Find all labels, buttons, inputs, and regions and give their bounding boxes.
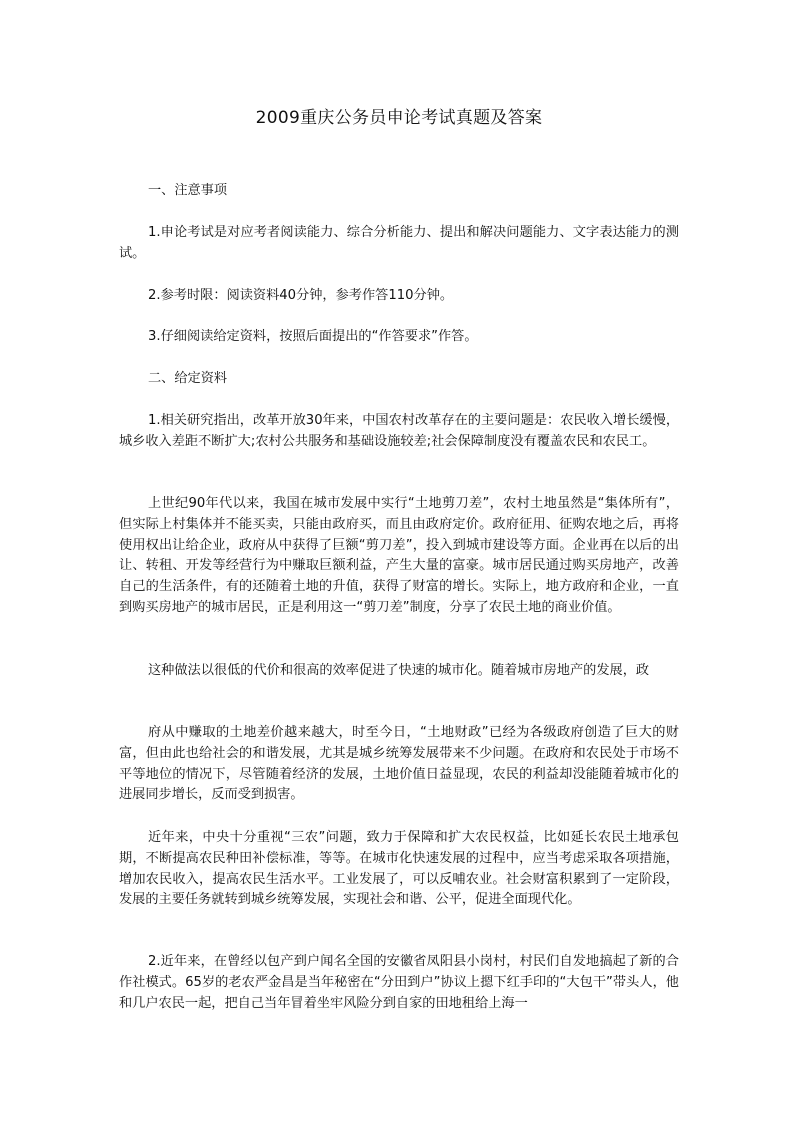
instruction-paragraph: 2.参考时限：阅读资料40分钟，参考作答110分钟。	[148, 288, 454, 303]
instruction-paragraph: 3.仔细阅读给定资料，按照后面提出的“作答要求”作答。	[148, 329, 478, 344]
material-paragraph: 近年来，中央十分重视“三农”问题，致力于保障和扩大农民权益，比如延长农民土地承包期，不断提高农民种田补偿标准，等等。在城市化快速发展的过程中，应当考虑采取各项措施，增加农民收入，提高农民生活水平。工业发展了，可以反哺农业。社会财富积累到了一定阶段，发展的主要任务就转到城乡统筹发展，实现社会和谐、公平，促进全面现代化。	[119, 830, 679, 908]
instruction-paragraph: 1.申论考试是对应考者阅读能力、综合分析能力、提出和解决问题能力、文字表达能力的测试。	[119, 225, 679, 261]
material-paragraph: 这种做法以很低的代价和很高的效率促进了快速的城市化。随着城市房地产的发展，政	[148, 663, 650, 678]
document-title: 2009重庆公务员申论考试真题及答案	[255, 108, 543, 128]
material-paragraph: 上世纪90年代以来，我国在城市发展中实行“土地剪刀差”，农村土地虽然是“集体所有”，但实际上村集体并不能买卖，只能由政府买，而且由政府定价。政府征用、征购农地之后，再将使用权出让给企业，政府从中获得了巨额“剪刀差”，投入到城市建设等方面。企业再在以后的出让、转租、开发等经营行为中赚取巨额利益，产生大量的富豪。城市居民通过购买房地产，改善自己的生活条件，有的还随着土地的升值，获得了财富的增长。实际上，地方政府和企业，一直到购买房地产的城市居民，正是利用这一“剪刀差”制度，分享了农民土地的商业价值。	[119, 496, 679, 615]
section-heading-materials: 二、给定资料	[148, 371, 228, 386]
material-paragraph: 2.近年来，在曾经以包产到户闻名全国的安徽省凤阳县小岗村，村民们自发地搞起了新的合作社模式。65岁的老农严金昌是当年秘密在“分田到户”协议上摁下红手印的“大包干”带头人，他和几户农民一起，把自己当年冒着坐牢风险分到自家的田地租给上海一	[119, 954, 679, 1011]
material-paragraph: 府从中赚取的土地差价越来越大，时至今日，“土地财政”已经为各级政府创造了巨大的财富，但由此也给社会的和谐发展，尤其是城乡统筹发展带来不少问题。在政府和农民处于市场不平等地位的情况下，尽管随着经济的发展，土地价值日益显现，农民的利益却没能随着城市化的进展同步增长，反而受到损害。	[119, 725, 679, 803]
material-paragraph: 1.相关研究指出，改革开放30年来，中国农村改革存在的主要问题是：农民收入增长缓慢，城乡收入差距不断扩大;农村公共服务和基础设施较差;社会保障制度没有覆盖农民和农民工。	[119, 413, 679, 449]
section-heading-instructions: 一、注意事项	[148, 183, 228, 198]
